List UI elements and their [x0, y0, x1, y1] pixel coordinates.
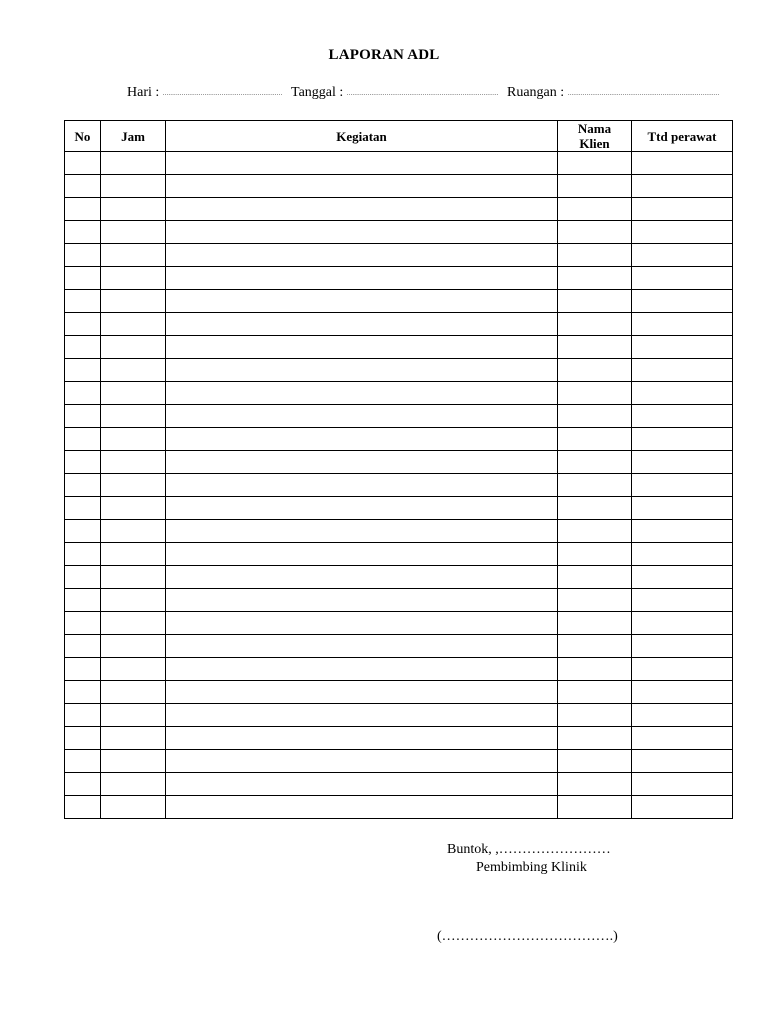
cell-nama-klien[interactable]	[558, 566, 632, 589]
cell-nama-klien[interactable]	[558, 244, 632, 267]
cell-ttd-perawat[interactable]	[632, 520, 733, 543]
cell-nama-klien[interactable]	[558, 543, 632, 566]
cell-nama-klien[interactable]	[558, 152, 632, 175]
table-row	[65, 267, 733, 290]
cell-ttd-perawat[interactable]	[632, 704, 733, 727]
cell-kegiatan[interactable]	[166, 681, 558, 704]
cell-kegiatan[interactable]	[166, 750, 558, 773]
cell-jam[interactable]	[101, 359, 166, 382]
cell-nama-klien[interactable]	[558, 635, 632, 658]
cell-no[interactable]	[65, 152, 101, 175]
cell-nama-klien[interactable]	[558, 520, 632, 543]
cell-kegiatan[interactable]	[166, 658, 558, 681]
cell-jam[interactable]	[101, 382, 166, 405]
tanggal-label: Tanggal :	[291, 85, 344, 100]
table-row	[65, 290, 733, 313]
cell-jam[interactable]	[101, 566, 166, 589]
cell-ttd-perawat[interactable]	[632, 244, 733, 267]
cell-nama-klien[interactable]	[558, 221, 632, 244]
cell-kegiatan[interactable]	[166, 796, 558, 819]
cell-nama-klien[interactable]	[558, 658, 632, 681]
cell-ttd-perawat[interactable]	[632, 221, 733, 244]
table-row	[65, 612, 733, 635]
signature-place-date: Buntok, ,……………………	[447, 842, 611, 857]
cell-ttd-perawat[interactable]	[632, 566, 733, 589]
cell-kegiatan[interactable]	[166, 267, 558, 290]
cell-jam[interactable]	[101, 658, 166, 681]
cell-ttd-perawat[interactable]	[632, 658, 733, 681]
cell-jam[interactable]	[101, 428, 166, 451]
cell-no[interactable]	[65, 704, 101, 727]
cell-jam[interactable]	[101, 681, 166, 704]
table-row	[65, 796, 733, 819]
cell-no[interactable]	[65, 750, 101, 773]
cell-no[interactable]	[65, 589, 101, 612]
table-row	[65, 543, 733, 566]
cell-nama-klien[interactable]	[558, 681, 632, 704]
cell-kegiatan[interactable]	[166, 474, 558, 497]
cell-nama-klien[interactable]	[558, 405, 632, 428]
cell-no[interactable]	[65, 612, 101, 635]
column-header-no: No	[65, 121, 101, 152]
cell-no[interactable]	[65, 566, 101, 589]
cell-kegiatan[interactable]	[166, 451, 558, 474]
cell-kegiatan[interactable]	[166, 520, 558, 543]
cell-kegiatan[interactable]	[166, 612, 558, 635]
cell-nama-klien[interactable]	[558, 497, 632, 520]
cell-no[interactable]	[65, 221, 101, 244]
cell-jam[interactable]	[101, 451, 166, 474]
cell-ttd-perawat[interactable]	[632, 290, 733, 313]
cell-nama-klien[interactable]	[558, 704, 632, 727]
adl-table	[64, 120, 733, 819]
signature-role: Pembimbing Klinik	[476, 860, 587, 875]
cell-jam[interactable]	[101, 727, 166, 750]
column-header-nama-klien: Nama Klien	[558, 121, 632, 152]
cell-no[interactable]	[65, 336, 101, 359]
cell-ttd-perawat[interactable]	[632, 451, 733, 474]
cell-ttd-perawat[interactable]	[632, 313, 733, 336]
table-row	[65, 428, 733, 451]
cell-no[interactable]	[65, 451, 101, 474]
cell-nama-klien[interactable]	[558, 359, 632, 382]
cell-nama-klien[interactable]	[558, 290, 632, 313]
cell-no[interactable]	[65, 198, 101, 221]
table-row	[65, 359, 733, 382]
cell-jam[interactable]	[101, 290, 166, 313]
cell-jam[interactable]	[101, 267, 166, 290]
cell-kegiatan[interactable]	[166, 635, 558, 658]
cell-kegiatan[interactable]	[166, 313, 558, 336]
cell-no[interactable]	[65, 290, 101, 313]
table-row	[65, 405, 733, 428]
cell-jam[interactable]	[101, 313, 166, 336]
cell-ttd-perawat[interactable]	[632, 543, 733, 566]
cell-no[interactable]	[65, 359, 101, 382]
cell-nama-klien[interactable]	[558, 474, 632, 497]
table-row	[65, 221, 733, 244]
cell-ttd-perawat[interactable]	[632, 382, 733, 405]
cell-ttd-perawat[interactable]	[632, 198, 733, 221]
tanggal-dots: ................................................................................	[346, 91, 499, 97]
cell-ttd-perawat[interactable]	[632, 612, 733, 635]
cell-nama-klien[interactable]	[558, 612, 632, 635]
table-row	[65, 336, 733, 359]
cell-nama-klien[interactable]	[558, 796, 632, 819]
cell-kegiatan[interactable]	[166, 589, 558, 612]
column-header-kegiatan: Kegiatan	[166, 121, 558, 152]
hari-field	[127, 85, 282, 101]
cell-nama-klien[interactable]	[558, 451, 632, 474]
cell-jam[interactable]	[101, 543, 166, 566]
cell-nama-klien[interactable]	[558, 773, 632, 796]
cell-no[interactable]	[65, 796, 101, 819]
cell-no[interactable]	[65, 267, 101, 290]
cell-kegiatan[interactable]	[166, 175, 558, 198]
cell-no[interactable]	[65, 244, 101, 267]
cell-no[interactable]	[65, 543, 101, 566]
cell-jam[interactable]	[101, 175, 166, 198]
table-row	[65, 658, 733, 681]
cell-ttd-perawat[interactable]	[632, 405, 733, 428]
cell-jam[interactable]	[101, 520, 166, 543]
cell-jam[interactable]	[101, 474, 166, 497]
cell-ttd-perawat[interactable]	[632, 796, 733, 819]
table-row	[65, 520, 733, 543]
table-header-row	[65, 121, 733, 152]
table-row	[65, 773, 733, 796]
cell-no[interactable]	[65, 658, 101, 681]
ruangan-dots: ................................................................................	[567, 91, 720, 97]
cell-nama-klien[interactable]	[558, 428, 632, 451]
cell-ttd-perawat[interactable]	[632, 267, 733, 290]
cell-kegiatan[interactable]	[166, 773, 558, 796]
cell-ttd-perawat[interactable]	[632, 474, 733, 497]
cell-ttd-perawat[interactable]	[632, 497, 733, 520]
column-header-jam: Jam	[101, 121, 166, 152]
signature-name-placeholder: (……………………………….)	[437, 929, 618, 944]
tanggal-field	[291, 85, 499, 101]
cell-no[interactable]	[65, 773, 101, 796]
table-row	[65, 681, 733, 704]
document-title: LAPORAN ADL	[328, 47, 440, 63]
ruangan-label: Ruangan :	[507, 85, 565, 100]
table-row	[65, 566, 733, 589]
cell-nama-klien[interactable]	[558, 382, 632, 405]
ruangan-field	[507, 85, 720, 101]
cell-nama-klien[interactable]	[558, 198, 632, 221]
cell-jam[interactable]	[101, 612, 166, 635]
cell-no[interactable]	[65, 497, 101, 520]
cell-jam[interactable]	[101, 244, 166, 267]
cell-jam[interactable]	[101, 750, 166, 773]
table-row	[65, 589, 733, 612]
cell-nama-klien[interactable]	[558, 336, 632, 359]
cell-ttd-perawat[interactable]	[632, 750, 733, 773]
cell-jam[interactable]	[101, 152, 166, 175]
table-row	[65, 175, 733, 198]
cell-ttd-perawat[interactable]	[632, 175, 733, 198]
table-row	[65, 382, 733, 405]
column-header-ttd-perawat: Ttd perawat	[632, 121, 733, 152]
cell-no[interactable]	[65, 428, 101, 451]
cell-kegiatan[interactable]	[166, 428, 558, 451]
table-row	[65, 727, 733, 750]
cell-kegiatan[interactable]	[166, 244, 558, 267]
cell-kegiatan[interactable]	[166, 405, 558, 428]
cell-ttd-perawat[interactable]	[632, 773, 733, 796]
cell-no[interactable]	[65, 405, 101, 428]
table-row	[65, 635, 733, 658]
cell-ttd-perawat[interactable]	[632, 635, 733, 658]
cell-jam[interactable]	[101, 198, 166, 221]
table-row	[65, 704, 733, 727]
cell-jam[interactable]	[101, 589, 166, 612]
cell-ttd-perawat[interactable]	[632, 727, 733, 750]
cell-nama-klien[interactable]	[558, 175, 632, 198]
table-row	[65, 313, 733, 336]
cell-kegiatan[interactable]	[166, 727, 558, 750]
cell-ttd-perawat[interactable]	[632, 589, 733, 612]
cell-ttd-perawat[interactable]	[632, 152, 733, 175]
table-body	[65, 152, 733, 819]
cell-kegiatan[interactable]	[166, 221, 558, 244]
cell-no[interactable]	[65, 635, 101, 658]
cell-jam[interactable]	[101, 221, 166, 244]
table-row	[65, 152, 733, 175]
cell-jam[interactable]	[101, 635, 166, 658]
cell-nama-klien[interactable]	[558, 267, 632, 290]
cell-kegiatan[interactable]	[166, 336, 558, 359]
cell-ttd-perawat[interactable]	[632, 359, 733, 382]
cell-no[interactable]	[65, 520, 101, 543]
cell-kegiatan[interactable]	[166, 198, 558, 221]
cell-jam[interactable]	[101, 336, 166, 359]
cell-kegiatan[interactable]	[166, 359, 558, 382]
cell-nama-klien[interactable]	[558, 313, 632, 336]
cell-no[interactable]	[65, 727, 101, 750]
cell-nama-klien[interactable]	[558, 589, 632, 612]
table-row	[65, 198, 733, 221]
cell-nama-klien[interactable]	[558, 750, 632, 773]
hari-dots: ...............................................................	[162, 91, 283, 97]
cell-kegiatan[interactable]	[166, 566, 558, 589]
table-row	[65, 474, 733, 497]
table-row	[65, 451, 733, 474]
cell-no[interactable]	[65, 474, 101, 497]
cell-jam[interactable]	[101, 704, 166, 727]
cell-no[interactable]	[65, 175, 101, 198]
cell-nama-klien[interactable]	[558, 727, 632, 750]
cell-kegiatan[interactable]	[166, 543, 558, 566]
cell-kegiatan[interactable]	[166, 382, 558, 405]
cell-kegiatan[interactable]	[166, 497, 558, 520]
table-row	[65, 244, 733, 267]
table-row	[65, 750, 733, 773]
cell-kegiatan[interactable]	[166, 704, 558, 727]
hari-label: Hari :	[127, 85, 160, 100]
cell-no[interactable]	[65, 313, 101, 336]
cell-jam[interactable]	[101, 773, 166, 796]
cell-jam[interactable]	[101, 405, 166, 428]
cell-jam[interactable]	[101, 497, 166, 520]
cell-ttd-perawat[interactable]	[632, 336, 733, 359]
table-row	[65, 497, 733, 520]
cell-no[interactable]	[65, 382, 101, 405]
cell-ttd-perawat[interactable]	[632, 428, 733, 451]
cell-no[interactable]	[65, 681, 101, 704]
cell-kegiatan[interactable]	[166, 152, 558, 175]
cell-ttd-perawat[interactable]	[632, 681, 733, 704]
cell-jam[interactable]	[101, 796, 166, 819]
cell-kegiatan[interactable]	[166, 290, 558, 313]
